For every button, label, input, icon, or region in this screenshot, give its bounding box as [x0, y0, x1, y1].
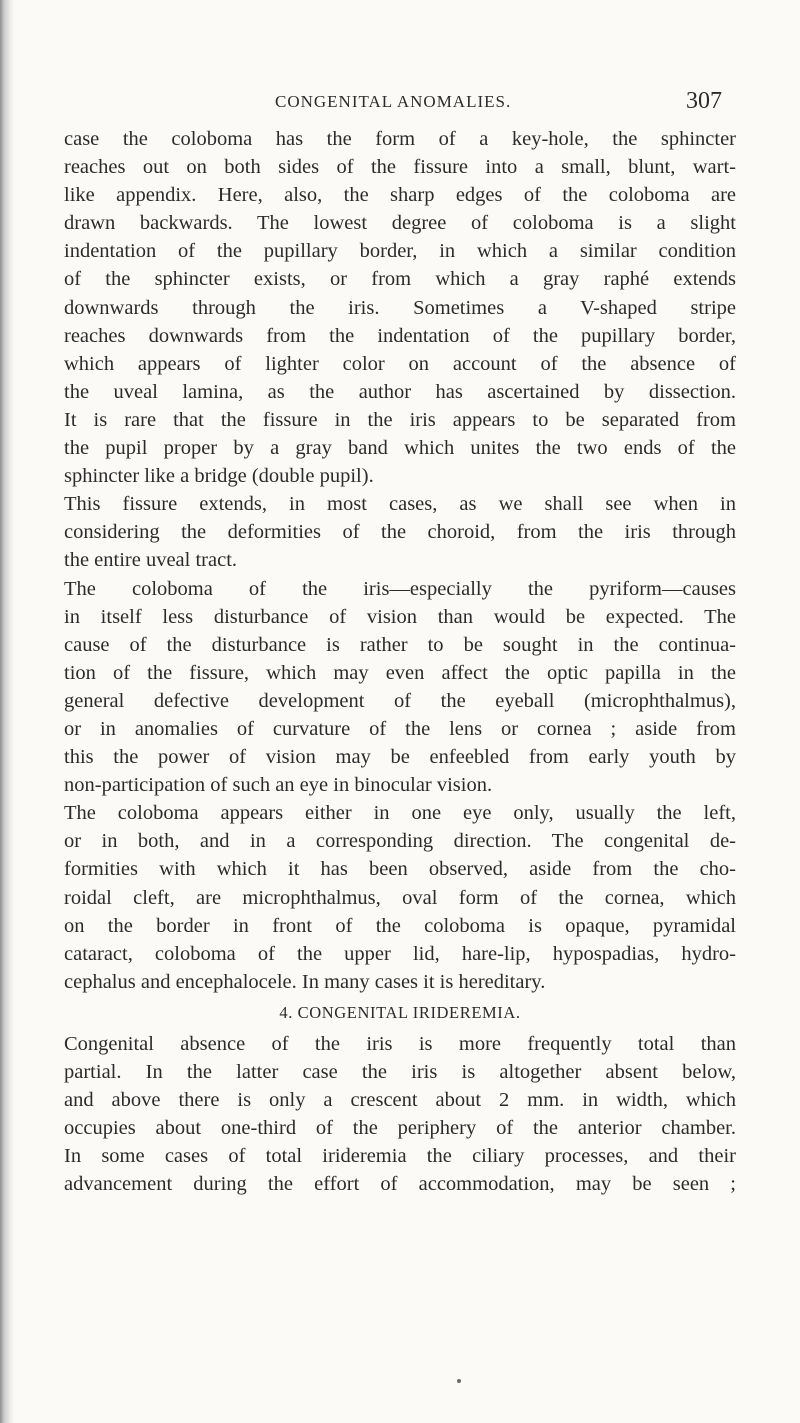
page-binding-edge — [0, 0, 14, 1423]
text-line: sphincter like a bridge (double pupil). — [64, 465, 374, 488]
text-line: indentation of the pupillary border, in which a similar condition — [64, 240, 736, 263]
text-line: The coloboma appears either in one eye only, usually the left, — [64, 802, 736, 825]
text-line: Congenital absence of the iris is more frequently total than — [64, 1033, 736, 1055]
text-line: drawn backwards. The lowest degree of coloboma is a slight — [64, 212, 736, 235]
text-line: It is rare that the fissure in the iris appears to be separated from — [64, 408, 736, 431]
text-line: general defective development of the eyeball (microphthalmus), — [64, 689, 736, 712]
text-line: reaches out on both sides of the fissure into a small, blunt, wart- — [64, 156, 736, 179]
text-line: on the border in front of the coloboma is opaque, pyramidal — [64, 914, 736, 937]
text-line: like appendix. Here, also, the sharp edges of the coloboma are — [64, 184, 736, 207]
page-number: 307 — [686, 88, 722, 114]
text-line: partial. In the latter case the iris is altogether absent below, — [64, 1061, 736, 1084]
text-line: the pupil proper by a gray band which unites the two ends of the — [64, 437, 736, 460]
text-line: cataract, coloboma of the upper lid, hare-lip, hypospadias, hydro- — [64, 942, 736, 965]
text-line: The coloboma of the iris—especially the pyriform—causes — [64, 577, 736, 600]
text-line: This fissure extends, in most cases, as we shall see when in — [64, 493, 736, 516]
body-text — [64, 125, 736, 1199]
text-line: this the power of vision may be enfeebled from early youth by — [64, 746, 736, 769]
text-line: In some cases of total irideremia the ciliary processes, and their — [64, 1145, 736, 1168]
text-line: formities with which it has been observed, aside from the cho- — [64, 858, 736, 881]
section-heading: 4. CONGENITAL IRIDEREMIA. — [279, 1002, 521, 1022]
text-line: case the coloboma has the form of a key-hole, the sphincter — [64, 128, 736, 150]
text-line: occupies about one-third of the periphery of the anterior chamber. — [64, 1117, 736, 1140]
text-line: the uveal lamina, as the author has ascertained by dissection. — [64, 380, 736, 403]
text-line: roidal cleft, are microphthalmus, oval form of the cornea, which — [64, 886, 736, 909]
text-line: considering the deformities of the choroid, from the iris through — [64, 521, 736, 544]
text-line: and above there is only a crescent about 2 mm. in width, which — [64, 1089, 736, 1112]
text-line: cephalus and encephalocele. In many cases it is hereditary. — [64, 970, 546, 993]
text-line: tion of the fissure, which may even affect the optic papilla in the — [64, 661, 736, 684]
running-title: CONGENITAL ANOMALIES. — [275, 92, 512, 111]
running-head — [0, 88, 800, 118]
text-line: or in anomalies of curvature of the lens or cornea ; aside from — [64, 717, 736, 740]
text-line: downwards through the iris. Sometimes a V-shaped stripe — [64, 296, 736, 319]
text-line: non-participation of such an eye in binocular vision. — [64, 774, 493, 797]
text-line: of the sphincter exists, or from which a gray raphé extends — [64, 268, 736, 291]
text-line: which appears of lighter color on account of the absence of — [64, 352, 736, 375]
text-line: in itself less disturbance of vision than would be expected. The — [64, 605, 736, 628]
text-line: advancement during the effort of accommodation, may be seen ; — [64, 1173, 736, 1196]
text-line: the entire uveal tract. — [64, 549, 238, 572]
text-line: cause of the disturbance is rather to be sought in the continua- — [64, 633, 736, 656]
text-line: reaches downwards from the indentation of the pupillary border, — [64, 324, 736, 347]
print-speck — [457, 1379, 461, 1383]
text-line: or in both, and in a corresponding direction. The congenital de- — [64, 830, 736, 853]
